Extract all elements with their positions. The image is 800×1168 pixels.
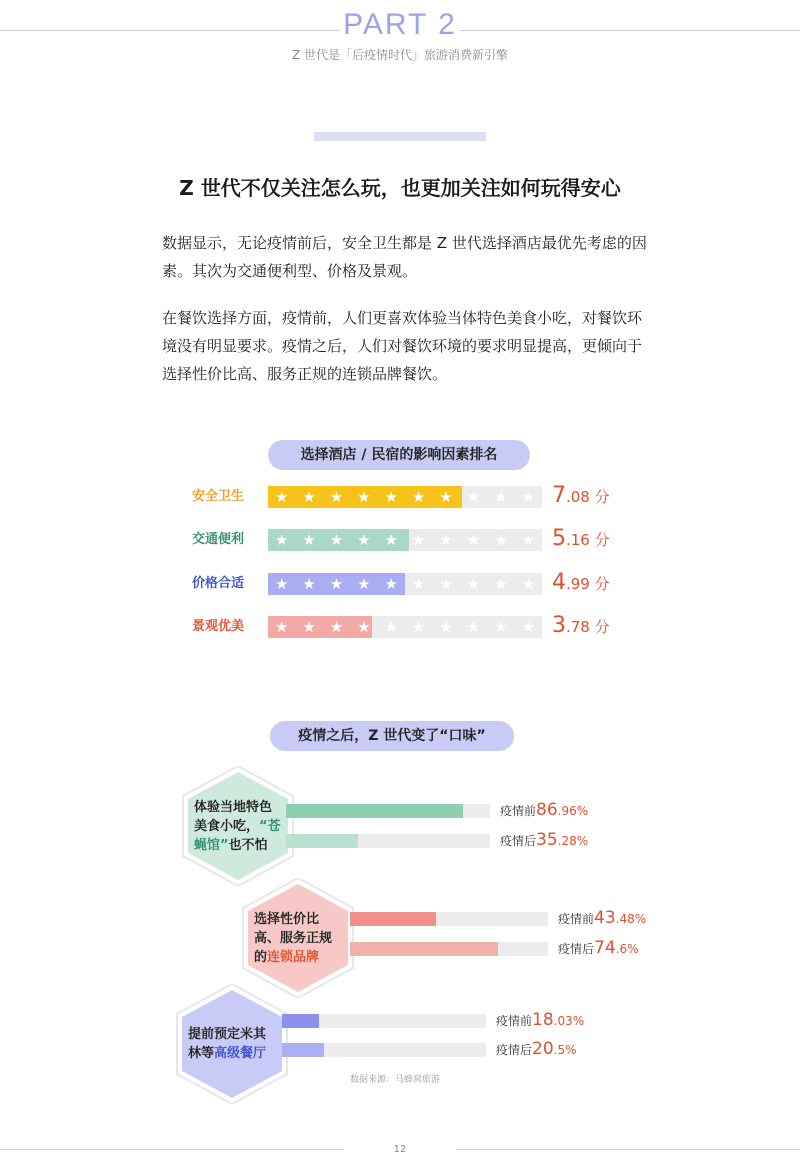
paragraph-dining: 在餐饮选择方面，疫情前，人们更喜欢体验当体特色美食小吃，对餐饮环境没有明显要求。疫情之后，人们对餐饮环境的要求明显提高，更倾向于选择性价比高、服务正规的连锁品牌餐饮。: [162, 309, 643, 383]
star-icon: ★: [466, 618, 481, 636]
compare-period: 疫情前: [558, 912, 595, 926]
star-row: [268, 616, 542, 638]
taste-title: 疫情之后，Z 世代变了“口味”: [270, 721, 514, 751]
star-row: [268, 486, 542, 508]
hexagon-caption-body: [194, 798, 282, 855]
rating-score: [552, 569, 610, 598]
star-row: [268, 573, 542, 595]
compare-bar-fill: [282, 1014, 319, 1028]
compare-bar-label: [500, 799, 588, 822]
accent-bar: [314, 132, 486, 141]
hexagon-caption: [254, 878, 342, 998]
star-icon: ★: [357, 488, 371, 506]
caption-text: 提前预定米其林等: [188, 1027, 267, 1061]
compare-bar-label: [500, 829, 588, 852]
rating-track: [268, 529, 542, 551]
star-icon: ★: [384, 618, 398, 636]
rating-label: 交通便利: [192, 532, 245, 547]
section-heading: Z 世代不仅关注怎么玩，也更加关注如何玩得安心: [179, 176, 621, 200]
star-icon: ★: [521, 531, 535, 549]
compare-value-int: 43: [594, 908, 616, 928]
rating-score-int: 5: [552, 526, 566, 551]
data-source: 数据来源：马蜂窝旅游: [349, 1075, 440, 1085]
star-icon: ★: [357, 618, 371, 636]
hexagon-badge: [236, 878, 360, 998]
paragraph-hotel: 数据显示，无论疫情前后，安全卫生都是 Z 世代选择酒店最优先考虑的因素。其次为交通便利型、价格及景观。: [162, 234, 647, 280]
rating-score-int: 7: [552, 483, 566, 508]
compare-value-dec: .28%: [557, 834, 589, 848]
star-icon: ★: [494, 575, 508, 593]
compare-value-int: 20: [532, 1039, 554, 1059]
compare-value-dec: .48%: [615, 912, 647, 926]
compare-bar-label: [558, 937, 639, 960]
star-icon: ★: [466, 488, 481, 506]
rating-track: [268, 616, 542, 638]
compare-period: 疫情后: [558, 942, 595, 956]
hexagon-badge: [176, 766, 300, 886]
compare-bar-track: [350, 942, 548, 956]
star-icon: ★: [329, 488, 344, 506]
compare-bar-fill: [350, 912, 436, 926]
hexagon-caption-body: [254, 910, 342, 967]
rating-score-dec: .99 分: [566, 575, 610, 593]
part-subtitle: Z 世代是「后疫情时代」旅游消费新引擎: [291, 48, 509, 62]
compare-value-dec: .03%: [553, 1014, 585, 1028]
star-icon: ★: [302, 531, 316, 549]
rating-score: [552, 612, 610, 641]
compare-period: 疫情后: [496, 1043, 533, 1057]
part-title: PART 2: [343, 8, 457, 41]
compare-value-int: 35: [536, 830, 558, 850]
star-icon: ★: [521, 618, 535, 636]
compare-bar-track: [286, 834, 490, 848]
hexagon-caption: [194, 766, 282, 886]
rating-score-int: 4: [552, 570, 566, 595]
star-icon: ★: [329, 618, 344, 636]
compare-period: 疫情后: [500, 834, 537, 848]
rating-score-dec: .78 分: [566, 618, 610, 636]
rating-score-dec: .16 分: [566, 531, 610, 549]
star-icon: ★: [494, 488, 508, 506]
compare-bar-label: [496, 1009, 584, 1032]
compare-value-dec: .96%: [557, 804, 589, 818]
compare-bar-fill: [282, 1043, 324, 1057]
page-number: 12: [393, 1144, 407, 1155]
rating-label: 价格合适: [192, 576, 245, 591]
compare-period: 疫情前: [496, 1014, 533, 1028]
compare-bar-track: [282, 1014, 486, 1028]
compare-bar-fill: [286, 804, 463, 818]
compare-value-dec: .5%: [553, 1043, 577, 1057]
rating-score: [552, 525, 610, 554]
star-icon: ★: [384, 531, 398, 549]
star-icon: ★: [274, 488, 289, 506]
rating-label: 景观优美: [192, 619, 245, 634]
star-icon: ★: [357, 575, 371, 593]
star-icon: ★: [411, 531, 426, 549]
caption-highlight: 高级餐厅: [214, 1046, 267, 1061]
star-icon: ★: [439, 488, 453, 506]
footer-rule-right: [456, 1149, 800, 1150]
star-icon: ★: [274, 618, 289, 636]
star-icon: ★: [329, 575, 344, 593]
star-icon: ★: [521, 488, 535, 506]
compare-value-dec: .6%: [615, 942, 639, 956]
star-icon: ★: [466, 575, 481, 593]
star-icon: ★: [384, 488, 398, 506]
star-icon: ★: [302, 488, 316, 506]
caption-highlight: 连锁品牌: [267, 949, 320, 965]
caption-tail: 也不怕: [228, 837, 268, 853]
star-icon: ★: [384, 575, 398, 593]
star-icon: ★: [494, 618, 508, 636]
star-icon: ★: [466, 531, 481, 549]
star-icon: ★: [302, 575, 316, 593]
rating-label: 安全卫生: [192, 489, 245, 504]
star-icon: ★: [411, 618, 426, 636]
star-icon: ★: [439, 531, 453, 549]
star-icon: ★: [411, 488, 426, 506]
rating-score-dec: .08 分: [566, 488, 610, 506]
star-icon: ★: [302, 618, 316, 636]
caption-highlight: “苍蝇馆”: [194, 818, 281, 853]
star-icon: ★: [439, 575, 453, 593]
compare-bar-fill: [350, 942, 498, 956]
caption-text: 体验当地特色美食小吃，: [194, 799, 273, 834]
star-icon: ★: [329, 531, 344, 549]
star-icon: ★: [274, 575, 289, 593]
rating-score-int: 3: [552, 613, 566, 638]
rating-score: [552, 482, 610, 511]
star-icon: ★: [494, 531, 508, 549]
compare-value-int: 86: [536, 800, 558, 820]
hexagon-caption: [188, 984, 276, 1104]
rating-track: [268, 486, 542, 508]
hexagon-caption-body: [188, 1025, 276, 1063]
compare-period: 疫情前: [500, 804, 537, 818]
ratings-title: 选择酒店 / 民宿的影响因素排名: [268, 440, 530, 470]
compare-value-int: 74: [594, 938, 616, 958]
compare-bar-track: [286, 804, 490, 818]
compare-bar-label: [558, 907, 646, 930]
compare-bar-track: [350, 912, 548, 926]
compare-bar-label: [496, 1038, 577, 1061]
rating-track: [268, 573, 542, 595]
compare-value-int: 18: [532, 1010, 554, 1030]
star-icon: ★: [274, 531, 289, 549]
star-row: [268, 529, 542, 551]
star-icon: ★: [439, 618, 453, 636]
footer-rule-left: [0, 1149, 344, 1150]
compare-bar-track: [282, 1043, 486, 1057]
hexagon-badge: [170, 984, 294, 1104]
compare-bar-fill: [286, 834, 358, 848]
caption-text: 选择性价比高、服务正规的: [254, 911, 333, 965]
star-icon: ★: [411, 575, 426, 593]
star-icon: ★: [357, 531, 371, 549]
star-icon: ★: [521, 575, 535, 593]
